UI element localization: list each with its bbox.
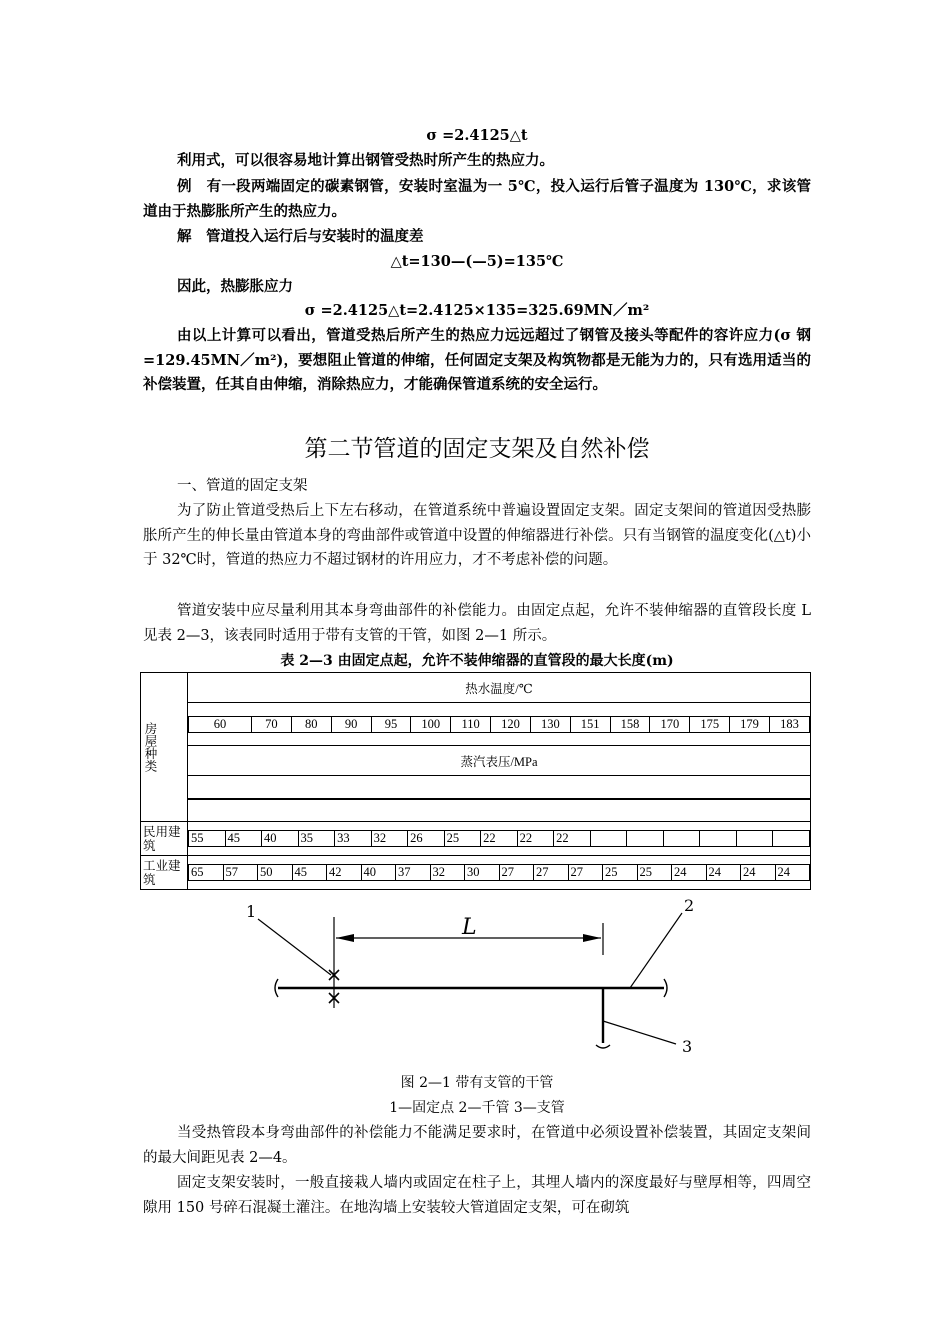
temperature-cell: 95 [371, 716, 411, 732]
length-cell: 33 [335, 831, 372, 847]
row-header: 房屋种类 [143, 722, 157, 772]
formula-delta-t: △t=130—(—5)=135℃ [390, 253, 564, 270]
length-cell: 27 [534, 865, 569, 881]
paragraph-example: 例 有一段两端固定的碳素钢管，安装时室温为一 5℃，投入运行后管子温度为 130℃，求该管道由于热膨胀所产生的热应力。 [143, 178, 811, 220]
dimension-label: L [462, 915, 477, 940]
length-cell: 25 [444, 831, 481, 847]
figure-label-3: 3 [682, 1037, 693, 1056]
paragraph-fixed-support: 为了防止管道受热后上下左右移动，在管道系统中普遍设置固定支架。固定支架间的管道因受热膨胀所产生的伸长量由管道本身的弯曲部件或管道中设置的伸缩器进行补偿。只有当钢管的温度变化(△t)小于 32℃时，管道的热应力不超过钢材的许用应力，才不考虑补偿的问题。 [143, 503, 811, 568]
length-cell: 57 [223, 865, 258, 881]
formula-top: σ =2.4125△t [426, 127, 528, 144]
length-cell: 22 [517, 831, 554, 847]
temperature-cell: 170 [650, 716, 690, 732]
length-cell: 24 [775, 865, 810, 881]
temperature-cell: 110 [451, 716, 491, 732]
length-cell: 45 [225, 831, 262, 847]
length-cell: 22 [481, 831, 518, 847]
hot-water-label: 热水温度/℃ [188, 673, 811, 703]
length-cell [590, 831, 627, 847]
length-cell [773, 831, 810, 847]
temperature-cell: 120 [491, 716, 531, 732]
length-cell: 24 [706, 865, 741, 881]
figure-legend: 1—固定点 2—千管 3—支管 [389, 1100, 565, 1116]
length-cell: 32 [371, 831, 408, 847]
temperature-cell: 90 [331, 716, 371, 732]
industrial-building-row [188, 864, 810, 881]
length-table [140, 672, 811, 890]
paragraph-conclusion: 由以上计算可以看出，管道受热后所产生的热应力远远超过了钢管及接头等配件的容许应力(σ 钢=129.45MN／m²)，要想阻止管道的伸缩，任何固定支架及构筑物都是无能为力的，只有选用适当的补偿装置，任其自由伸缩，消除热应力，才能确保管道系统的安全运行。 [143, 327, 811, 393]
length-cell: 35 [298, 831, 335, 847]
temperature-cell: 70 [252, 716, 292, 732]
length-cell [663, 831, 700, 847]
paragraph-formula-use: 利用式，可以很容易地计算出钢管受热时所产生的热应力。 [177, 152, 554, 169]
temperature-cell: 179 [730, 716, 770, 732]
length-cell [736, 831, 773, 847]
paragraph-compensator: 当受热管段本身弯曲部件的补偿能力不能满足要求时，在管道中必须设置补偿装置，其固定支架间的最大间距见表 2—4。 [143, 1125, 811, 1166]
length-cell: 37 [396, 865, 431, 881]
length-cell: 65 [189, 865, 224, 881]
temperature-cell: 151 [570, 716, 610, 732]
temperature-cell: 175 [690, 716, 730, 732]
figure-caption: 图 2—1 带有支管的干管 [400, 1075, 554, 1091]
temperature-cell: 100 [411, 716, 451, 732]
temperature-cell: 60 [189, 716, 252, 732]
length-cell: 25 [637, 865, 672, 881]
subsection-title: 一、管道的固定支架 [177, 478, 308, 494]
length-cell: 26 [408, 831, 445, 847]
length-cell: 27 [568, 865, 603, 881]
length-cell: 42 [327, 865, 362, 881]
section-title: 第二节管道的固定支架及自然补偿 [304, 436, 650, 462]
paragraph-bend-compensation: 管道安装中应尽量利用其本身弯曲部件的补偿能力。由固定点起，允许不装伸缩器的直管段长度 L 见表 2—3，该表同时适用于带有支管的干管，如图 2—1 所示。 [143, 603, 811, 644]
civil-building-row [188, 830, 810, 847]
steam-label: 蒸汽表压/MPa [188, 746, 811, 776]
length-cell: 40 [262, 831, 299, 847]
length-cell: 24 [672, 865, 707, 881]
table-caption: 表 2—3 由固定点起，允许不装伸缩器的直管段的最大长度(m) [280, 653, 674, 669]
length-cell: 25 [603, 865, 638, 881]
temperature-row [188, 716, 810, 733]
pipe-figure [230, 893, 710, 1068]
civil-building-label: 民用建筑 [141, 822, 188, 856]
figure-label-2: 2 [684, 896, 695, 915]
temperature-cell: 158 [610, 716, 650, 732]
length-cell: 22 [554, 831, 591, 847]
temperature-cell: 130 [530, 716, 570, 732]
length-cell [700, 831, 737, 847]
leader-line-2 [630, 913, 682, 988]
industrial-building-label: 工业建筑 [141, 856, 188, 890]
temperature-cell: 80 [291, 716, 331, 732]
leader-line-1 [258, 919, 331, 975]
paragraph-therefore: 因此，热膨胀应力 [177, 278, 293, 295]
temperature-cell: 183 [769, 716, 809, 732]
length-cell: 50 [258, 865, 293, 881]
length-cell: 32 [430, 865, 465, 881]
length-cell [627, 831, 664, 847]
length-cell: 24 [741, 865, 776, 881]
steam-pressure-row [188, 798, 810, 800]
leader-line-3 [603, 1021, 676, 1044]
length-cell: 55 [189, 831, 226, 847]
paragraph-installation: 固定支架安装时，一般直接栽人墙内或固定在柱子上，其埋人墙内的深度最好与壁厚相等，四周空隙用 150 号碎石混凝土灌注。在地沟墙上安装较大管道固定支架，可在砌筑 [143, 1175, 811, 1216]
paragraph-solution: 解 管道投入运行后与安装时的温度差 [177, 228, 424, 245]
formula-sigma: σ =2.4125△t=2.4125×135=325.69MN／m² [304, 302, 650, 319]
row-header-cell [141, 673, 188, 822]
length-cell: 27 [499, 865, 534, 881]
figure-label-1: 1 [246, 902, 257, 921]
length-cell: 40 [361, 865, 396, 881]
length-cell: 45 [292, 865, 327, 881]
length-cell: 30 [465, 865, 500, 881]
